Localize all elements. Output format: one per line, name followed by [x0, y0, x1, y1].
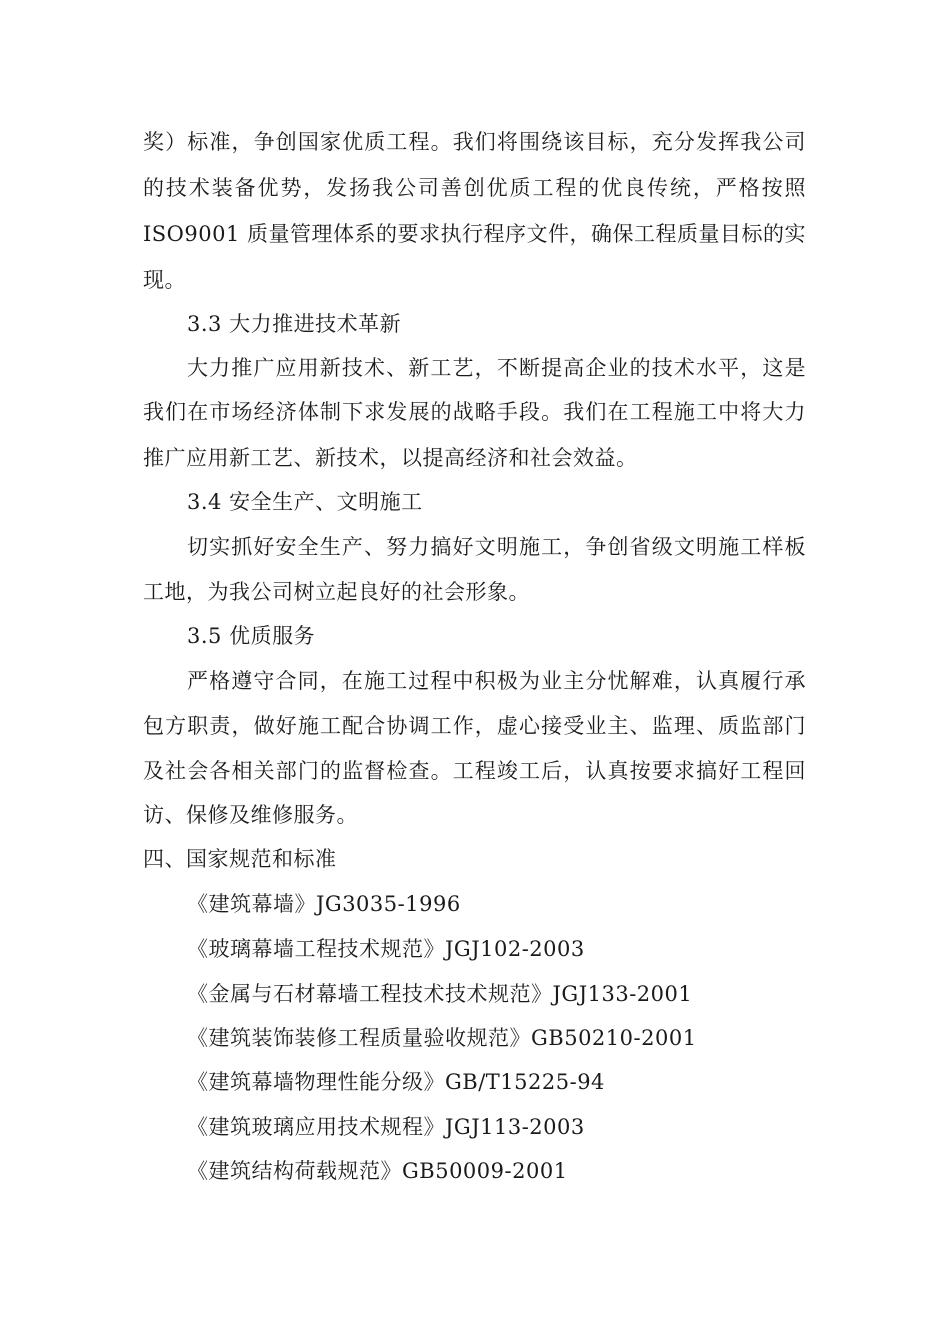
- paragraph-line: ISO9001 质量管理体系的要求执行程序文件，确保工程质量目标的实: [143, 222, 807, 246]
- paragraph-line: 现。: [143, 268, 186, 292]
- standard-item: 《玻璃幕墙工程技术规范》JGJ102-2003: [187, 937, 585, 961]
- standard-item: 《建筑幕墙》JG3035-1996: [187, 892, 461, 916]
- paragraph-line: 工地，为我公司树立起良好的社会形象。: [143, 580, 530, 604]
- paragraph-line: 奖）标准，争创国家优质工程。我们将围绕该目标，充分发挥我公司: [143, 130, 806, 154]
- chapter-heading: 四、国家规范和标准: [143, 847, 337, 871]
- standard-item: 《建筑装饰装修工程质量验收规范》GB50210-2001: [187, 1026, 697, 1050]
- paragraph-line: 推广应用新工艺、新技术，以提高经济和社会效益。: [143, 446, 638, 470]
- paragraph-line: 切实抓好安全生产、努力搞好文明施工，争创省级文明施工样板: [187, 535, 806, 559]
- paragraph-line: 大力推广应用新技术、新工艺，不断提高企业的技术水平，这是: [187, 356, 806, 380]
- paragraph-line: 我们在市场经济体制下求发展的战略手段。我们在工程施工中将大力: [143, 400, 806, 424]
- paragraph-line: 的技术装备优势，发扬我公司善创优质工程的优良传统，严格按照: [143, 176, 806, 200]
- section-heading-3-3: 3.3 大力推进技术革新: [187, 312, 402, 336]
- paragraph-line: 访、保修及维修服务。: [143, 803, 358, 827]
- section-heading-3-4: 3.4 安全生产、文明施工: [187, 490, 423, 514]
- standard-item: 《金属与石材幕墙工程技术技术规范》JGJ133-2001: [187, 982, 693, 1006]
- standard-item: 《建筑结构荷载规范》GB50009-2001: [187, 1159, 568, 1183]
- paragraph-line: 包方职责，做好施工配合协调工作，虚心接受业主、监理、质监部门: [143, 714, 806, 738]
- section-heading-3-5: 3.5 优质服务: [187, 624, 316, 648]
- standard-item: 《建筑玻璃应用技术规程》JGJ113-2003: [187, 1115, 585, 1139]
- paragraph-line: 及社会各相关部门的监督检查。工程竣工后，认真按要求搞好工程回: [143, 759, 806, 783]
- standard-item: 《建筑幕墙物理性能分级》GB/T15225-94: [187, 1070, 605, 1094]
- paragraph-line: 严格遵守合同，在施工过程中积极为业主分忧解难，认真履行承: [187, 669, 806, 693]
